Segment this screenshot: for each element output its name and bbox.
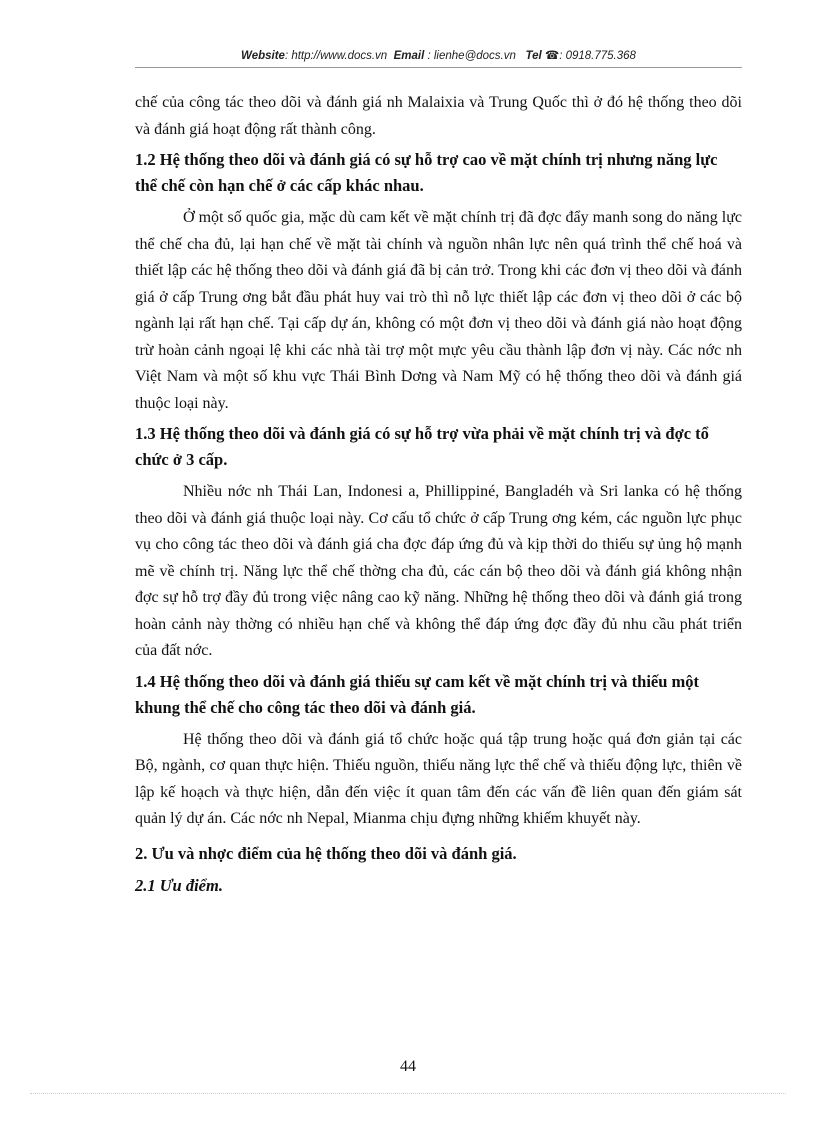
paragraph-1-2: Ở một số quốc gia, mặc dù cam kết về mặt chính trị đã đợc đẩy manh song do năng lực thể chế cha đủ, lại hạn chế về mặt tài chính và nguồn nhân lực nên quá trình thể chế hoá và thiết lập các hệ thống theo dõi và đánh giá đã bị cản trở. Trong khi các đơn vị theo dõi và đánh giá ở cấp Trung ơng bắt đầu phát huy vai trò thì nỗ lực thiết lập các đơn vị theo dõi ở các bộ ngành lại rất hạn chế. Tại cấp dự án, không có một đơn vị theo dõi và đánh giá nào hoạt động trừ hoàn cảnh ngoại lệ khi các nhà tài trợ một mực yêu cầu thành lập đơn vị này. Các nớc nh Việt Nam và một số khu vực Thái Bình Dơng và Nam Mỹ có hệ thống theo dõi và đánh giá thuộc loại này. (135, 209, 742, 412)
heading-2: 2. Ưu và nhợc điểm của hệ thống theo dõi và đánh giá. (135, 843, 517, 863)
tel-label: Tel (525, 50, 542, 62)
website-value: : http://www.docs.vn (284, 50, 388, 62)
page-number: 44 (400, 1058, 416, 1075)
paragraph-1-3: Nhiều nớc nh Thái Lan, Indonesi a, Phillippiné, Bangladéh và Sri lanka có hệ thống theo dõi và đánh giá thuộc loại này. Cơ cấu tổ chức ở cấp Trung ơng kém, các nguồn lực phục vụ cho công tác theo dõi và đánh giá cha đợc đáp ứng đủ và kịp thời do thiếu sự ủng hộ mạnh mẽ về chính trị. Năng lực thể chế thờng cha đủ, các cán bộ theo dõi và đánh giá không nhận đợc sự hỗ trợ đầy đủ trong việc nâng cao kỹ năng. Những hệ thống theo dõi và đánh giá trong hoàn cảnh này thờng có nhiều hạn chế và không thể đáp ứng đợc đầy đủ nhu cầu phát triển của đất nớc. (135, 483, 742, 659)
heading-1-2: 1.2 Hệ thống theo dõi và đánh giá có sự hỗ trợ cao về mặt chính trị nhưng năng lực thể chế còn hạn chế ở các cấp khác nhau. (135, 150, 718, 195)
email-value: : lienhe@docs.vn (427, 50, 516, 62)
header-rule (135, 67, 742, 68)
page-bottom-divider (30, 1093, 786, 1094)
heading-2-1: 2.1 Ưu điểm. (135, 875, 223, 895)
email-label: Email (393, 50, 425, 62)
website-label: Website (241, 50, 285, 62)
heading-1-3: 1.3 Hệ thống theo dõi và đánh giá có sự hỗ trợ vừa phải về mặt chính trị và đợc tổ chức ở 3 cấp. (135, 424, 709, 469)
document-body (135, 90, 742, 905)
tel-value: : 0918.775.368 (559, 50, 636, 62)
paragraph-intro: chế của công tác theo dõi và đánh giá nh Malaixia và Trung Quốc thì ở đó hệ thống theo dõi và đánh giá hoạt động rất thành công. (135, 94, 742, 138)
heading-1-4: 1.4 Hệ thống theo dõi và đánh giá thiếu sự cam kết về mặt chính trị và thiếu một khung thể chế cho công tác theo dõi và đánh giá. (135, 671, 700, 717)
page-header (135, 48, 742, 66)
phone-icon: ☎ (544, 50, 560, 62)
paragraph-1-4: Hệ thống theo dõi và đánh giá tổ chức hoặc quá tập trung hoặc quá đơn giản tại các Bộ, ngành, cơ quan thực hiện. Thiếu nguồn, thiếu năng lực thể chế và thiếu động lực, thiên về lập kế hoạch và thực hiện, dẫn đến việc ít quan tâm đến các vấn đề liên quan đến giám sát quản lý dự án. Các nớc nh Nepal, Mianma chịu đựng những khiếm khuyết này. (135, 730, 742, 827)
